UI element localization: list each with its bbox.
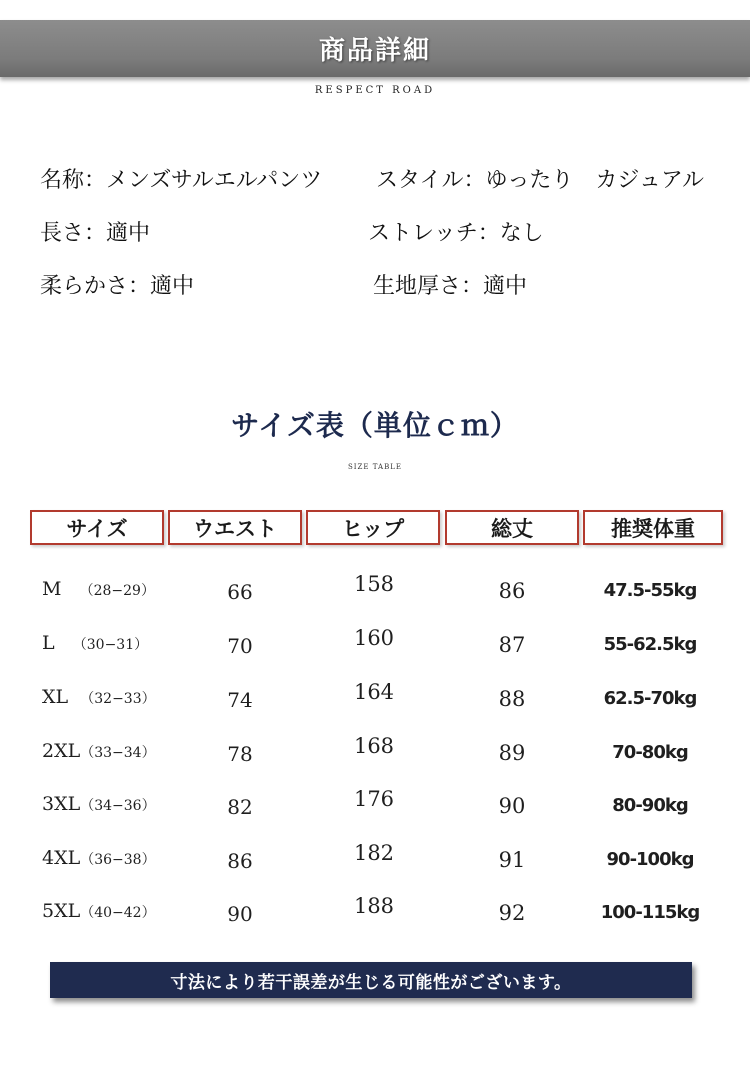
- weight-cell: 55-62.5kg: [603, 634, 697, 655]
- hip-cell: 164: [353, 680, 395, 704]
- spec-length: 長さ：適中: [40, 221, 151, 246]
- waist-cell: 74: [227, 688, 253, 712]
- waist-cell: 82: [227, 795, 253, 819]
- length-cell: 88: [498, 687, 526, 711]
- hip-cell: 182: [353, 841, 395, 865]
- length-cell: 92: [498, 901, 526, 925]
- hip-cell: 168: [353, 734, 395, 758]
- column-header-hip: ヒップ: [306, 510, 440, 545]
- waist-cell: 70: [227, 634, 253, 658]
- size-range: （33−34）: [80, 745, 156, 761]
- hip-cell: 158: [353, 572, 395, 596]
- weight-cell: 70-80kg: [612, 742, 688, 763]
- waist-cell: 86: [227, 849, 253, 873]
- size-label: 5XL: [42, 900, 81, 922]
- size-label: XL: [42, 686, 69, 708]
- column-header-waist: ウエスト: [168, 510, 302, 545]
- size-cell: [42, 686, 156, 708]
- size-label: M: [42, 578, 62, 600]
- spec-stretch: ストレッチ：なし: [368, 221, 544, 246]
- brand-subtitle: RESPECT ROAD: [314, 85, 436, 96]
- disclaimer-banner: [50, 962, 692, 998]
- weight-cell: 47.5-55kg: [603, 580, 697, 601]
- size-range: （32−33）: [80, 691, 156, 707]
- size-range: （30−31）: [72, 637, 149, 653]
- weight-cell: 62.5-70kg: [603, 688, 697, 709]
- length-cell: 91: [498, 848, 526, 872]
- size-range: （36−38）: [80, 852, 156, 868]
- hip-cell: 176: [353, 787, 395, 811]
- size-cell: [42, 847, 156, 869]
- hip-cell: 188: [353, 894, 395, 918]
- size-table-title: サイズ表（単位ｃｍ）: [231, 409, 519, 442]
- waist-cell: 78: [227, 742, 253, 766]
- size-cell: [42, 793, 156, 815]
- size-cell: [42, 740, 156, 762]
- size-cell: [42, 632, 148, 654]
- length-cell: 86: [498, 579, 526, 603]
- size-range: （34−36）: [80, 798, 156, 814]
- spec-softness: 柔らかさ：適中: [40, 274, 195, 299]
- column-header-weight: 推奨体重: [583, 510, 723, 545]
- size-cell: [42, 900, 156, 922]
- weight-cell: 100-115kg: [600, 902, 700, 923]
- size-range: （40−42）: [80, 905, 156, 921]
- weight-cell: 80-90kg: [612, 795, 688, 816]
- size-label: 2XL: [42, 740, 81, 762]
- waist-cell: 90: [227, 902, 253, 926]
- disclaimer-text: 寸法により若干誤差が生じる可能性がございます。: [170, 972, 572, 993]
- spec-thickness: 生地厚さ：適中: [373, 274, 528, 299]
- page-title: 商品詳細: [318, 36, 431, 66]
- size-label: 4XL: [42, 847, 81, 869]
- column-header-size: サイズ: [30, 510, 164, 545]
- weight-cell: 90-100kg: [606, 849, 694, 870]
- size-label: L: [42, 632, 55, 654]
- size-cell: [42, 578, 155, 600]
- size-label: 3XL: [42, 793, 81, 815]
- size-range: （28−29）: [79, 583, 155, 599]
- waist-cell: 66: [227, 580, 253, 604]
- size-table-subtitle: SIZE TABLE: [347, 463, 402, 471]
- spec-style: スタイル：ゆったり カジュアル: [376, 168, 705, 193]
- length-cell: 87: [498, 633, 526, 657]
- spec-name: 名称：メンズサルエルパンツ: [40, 168, 323, 193]
- length-cell: 89: [498, 741, 526, 765]
- length-cell: 90: [498, 794, 526, 818]
- hip-cell: 160: [353, 626, 395, 650]
- column-header-length: 総丈: [445, 510, 579, 545]
